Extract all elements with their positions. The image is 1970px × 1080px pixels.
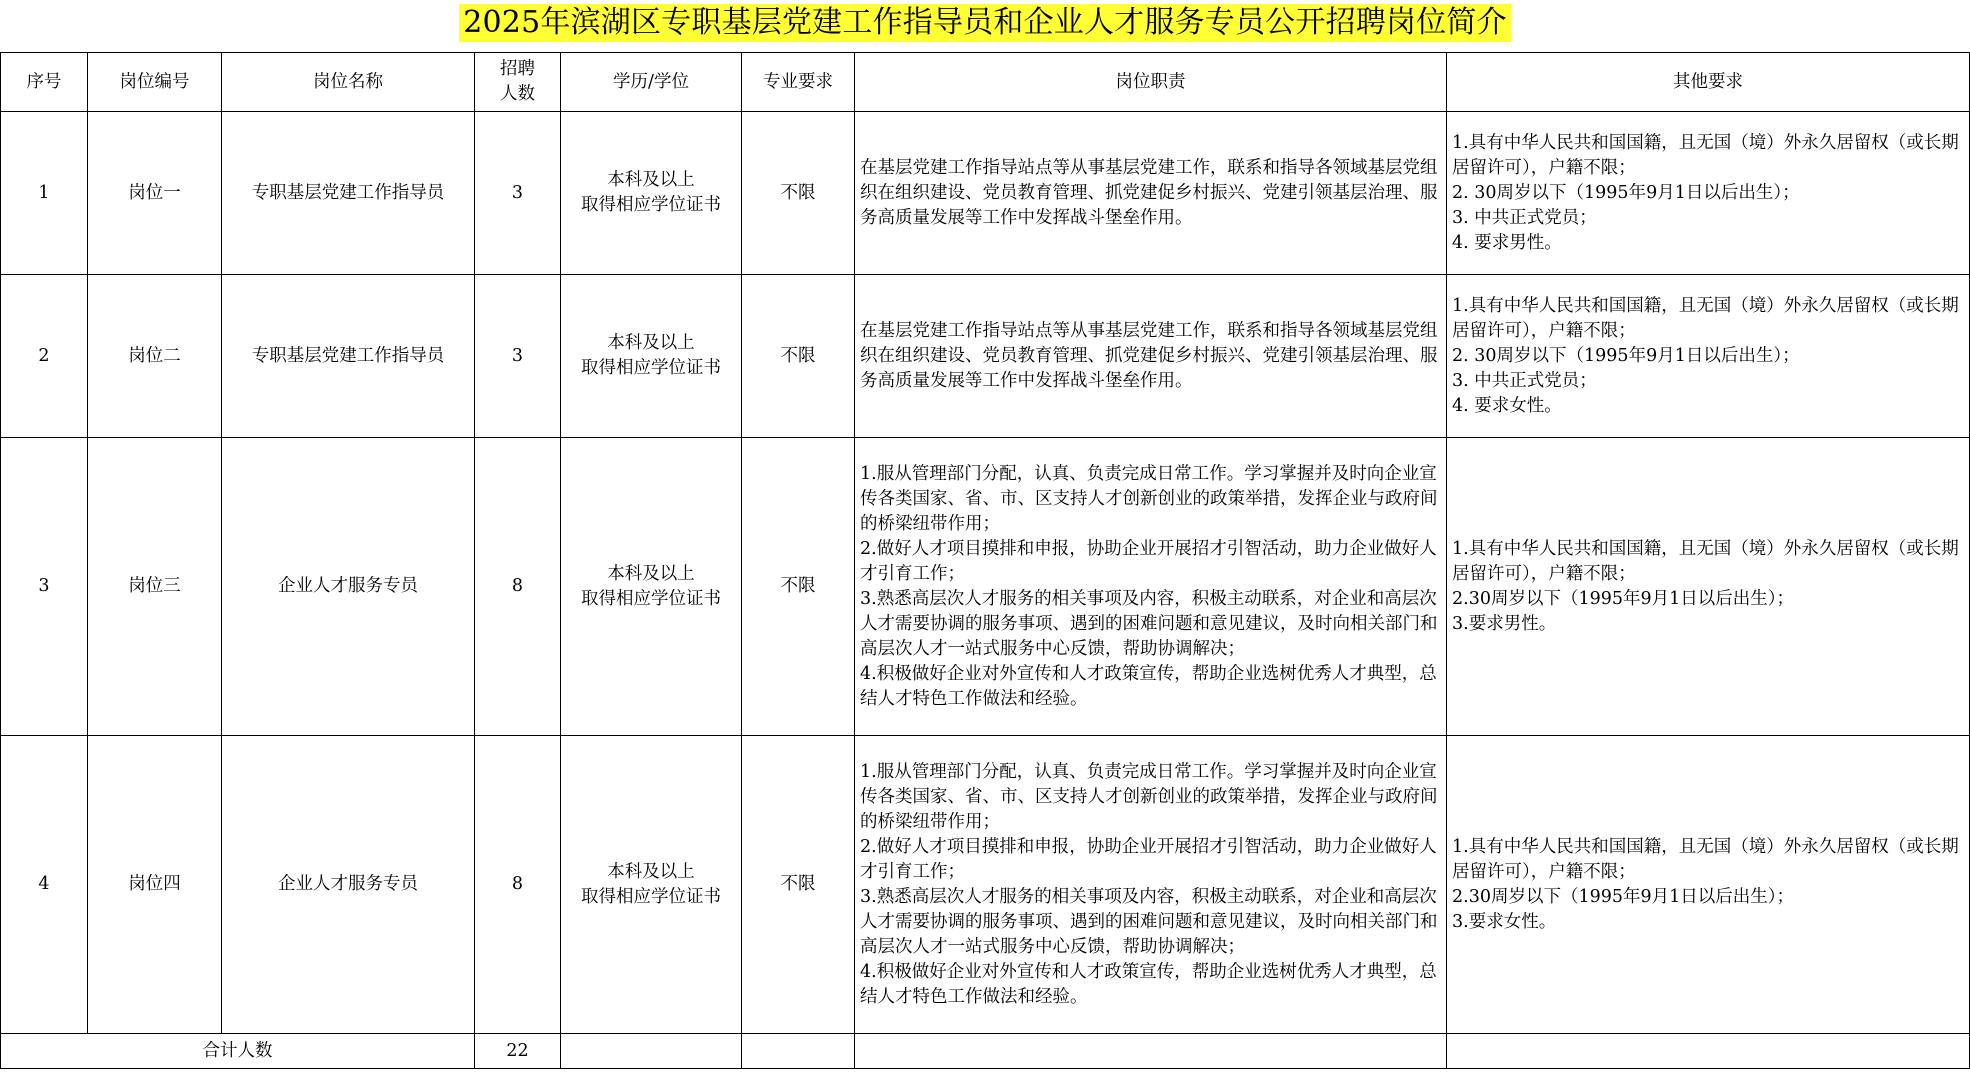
- other-item: 1.具有中华人民共和国国籍，且无国（境）外永久居留权（或长期居留许可），户籍不限；: [1452, 836, 1959, 882]
- header-count-line2: 人数: [500, 84, 535, 104]
- cell-other: [1447, 438, 1970, 736]
- empty-cell: [855, 1034, 1447, 1069]
- header-count-line1: 招聘: [500, 59, 535, 79]
- cell-major: 不限: [742, 736, 855, 1034]
- cell-code: 岗位四: [88, 736, 222, 1034]
- title-bar: [0, 0, 1970, 48]
- other-item: 1.具有中华人民共和国国籍，且无国（境）外永久居留权（或长期居留许可），户籍不限；: [1452, 132, 1959, 178]
- table-row: [1, 438, 1970, 736]
- empty-cell: [1447, 1034, 1970, 1069]
- empty-cell: [561, 1034, 742, 1069]
- cell-duty: [855, 438, 1447, 736]
- other-item: 4. 要求男性。: [1452, 232, 1562, 253]
- duty-item: 3.熟悉高层次人才服务的相关事项及内容，积极主动联系，对企业和高层次人才需要协调的服务事项、遇到的困难问题和意见建议，及时向相关部门和高层次人才一站式服务中心反馈，帮助协调解决；: [860, 588, 1438, 659]
- cell-seq: 3: [1, 438, 88, 736]
- other-item: 4. 要求女性。: [1452, 395, 1562, 416]
- duty-item: 1.服从管理部门分配，认真、负责完成日常工作。学习掌握并及时向企业宣传各类国家、省、市、区支持人才创新创业的政策举措，发挥企业与政府间的桥梁纽带作用；: [860, 463, 1438, 534]
- other-item: 2.30周岁以下（1995年9月1日以后出生）；: [1452, 886, 1795, 907]
- cell-count: 3: [475, 112, 561, 275]
- cell-name: 专职基层党建工作指导员: [222, 112, 475, 275]
- cell-code: 岗位二: [88, 275, 222, 438]
- cell-seq: 2: [1, 275, 88, 438]
- total-label: 合计人数: [1, 1034, 475, 1069]
- cell-name: 企业人才服务专员: [222, 736, 475, 1034]
- cell-name: 专职基层党建工作指导员: [222, 275, 475, 438]
- cell-edu-line2: 取得相应学位证书: [581, 588, 721, 609]
- cell-duty: 在基层党建工作指导站点等从事基层党建工作，联系和指导各领域基层党组织在组织建设、党员教育管理、抓党建促乡村振兴、党建引领基层治理、服务高质量发展等工作中发挥战斗堡垒作用。: [855, 112, 1447, 275]
- cell-duty: 在基层党建工作指导站点等从事基层党建工作，联系和指导各领域基层党组织在组织建设、党员教育管理、抓党建促乡村振兴、党建引领基层治理、服务高质量发展等工作中发挥战斗堡垒作用。: [855, 275, 1447, 438]
- other-item: 2. 30周岁以下（1995年9月1日以后出生）；: [1452, 345, 1800, 366]
- header-major: 专业要求: [742, 53, 855, 112]
- duty-item: 4.积极做好企业对外宣传和人才政策宣传，帮助企业选树优秀人才典型，总结人才特色工作做法和经验。: [860, 961, 1437, 1007]
- total-value: 22: [475, 1034, 561, 1069]
- duty-item: 3.熟悉高层次人才服务的相关事项及内容，积极主动联系，对企业和高层次人才需要协调的服务事项、遇到的困难问题和意见建议，及时向相关部门和高层次人才一站式服务中心反馈，帮助协调解决；: [860, 886, 1438, 957]
- duty-item: 4.积极做好企业对外宣传和人才政策宣传，帮助企业选树优秀人才典型，总结人才特色工作做法和经验。: [860, 663, 1437, 709]
- cell-edu-line1: 本科及以上: [607, 861, 695, 882]
- cell-edu-line2: 取得相应学位证书: [581, 886, 721, 907]
- cell-major: 不限: [742, 275, 855, 438]
- duty-item: 1.服从管理部门分配，认真、负责完成日常工作。学习掌握并及时向企业宣传各类国家、省、市、区支持人才创新创业的政策举措，发挥企业与政府间的桥梁纽带作用；: [860, 761, 1438, 832]
- page-title: 2025年滨湖区专职基层党建工作指导员和企业人才服务专员公开招聘岗位简介: [459, 4, 1511, 42]
- cell-code: 岗位三: [88, 438, 222, 736]
- header-code: 岗位编号: [88, 53, 222, 112]
- cell-seq: 1: [1, 112, 88, 275]
- header-name: 岗位名称: [222, 53, 475, 112]
- empty-cell: [742, 1034, 855, 1069]
- duty-item: 2.做好人才项目摸排和申报，协助企业开展招才引智活动，助力企业做好人才引育工作；: [860, 538, 1437, 584]
- table-row: [1, 112, 1970, 275]
- cell-edu-line2: 取得相应学位证书: [581, 195, 721, 215]
- cell-edu-line1: 本科及以上: [607, 170, 695, 190]
- header-duty: 岗位职责: [855, 53, 1447, 112]
- table-header-row: [1, 53, 1970, 112]
- header-count: [475, 53, 561, 112]
- cell-seq: 4: [1, 736, 88, 1034]
- cell-major: 不限: [742, 112, 855, 275]
- cell-other: [1447, 275, 1970, 438]
- cell-edu-line1: 本科及以上: [607, 563, 695, 584]
- cell-count: 8: [475, 438, 561, 736]
- other-item: 2.30周岁以下（1995年9月1日以后出生）；: [1452, 588, 1795, 609]
- recruitment-table: [0, 52, 1970, 1069]
- other-item: 3.要求女性。: [1452, 911, 1557, 932]
- other-item: 1.具有中华人民共和国国籍，且无国（境）外永久居留权（或长期居留许可），户籍不限；: [1452, 538, 1959, 584]
- cell-edu: [561, 275, 742, 438]
- other-item: 3.要求男性。: [1452, 613, 1557, 634]
- duty-item: 2.做好人才项目摸排和申报，协助企业开展招才引智活动，助力企业做好人才引育工作；: [860, 836, 1437, 882]
- other-item: 1.具有中华人民共和国国籍，且无国（境）外永久居留权（或长期居留许可），户籍不限；: [1452, 295, 1959, 341]
- cell-count: 3: [475, 275, 561, 438]
- cell-name: 企业人才服务专员: [222, 438, 475, 736]
- cell-edu: [561, 112, 742, 275]
- cell-major: 不限: [742, 438, 855, 736]
- header-other: 其他要求: [1447, 53, 1970, 112]
- header-seq: 序号: [1, 53, 88, 112]
- cell-edu-line2: 取得相应学位证书: [581, 358, 721, 378]
- table-row: [1, 275, 1970, 438]
- cell-code: 岗位一: [88, 112, 222, 275]
- cell-duty: [855, 736, 1447, 1034]
- table-row: [1, 736, 1970, 1034]
- other-item: 3. 中共正式党员；: [1452, 370, 1597, 391]
- header-edu: 学历/学位: [561, 53, 742, 112]
- cell-other: [1447, 112, 1970, 275]
- other-item: 2. 30周岁以下（1995年9月1日以后出生）；: [1452, 182, 1800, 203]
- other-item: 3. 中共正式党员；: [1452, 207, 1597, 228]
- cell-edu-line1: 本科及以上: [607, 333, 695, 353]
- cell-other: [1447, 736, 1970, 1034]
- cell-count: 8: [475, 736, 561, 1034]
- table-footer-row: [1, 1034, 1970, 1069]
- cell-edu: [561, 438, 742, 736]
- cell-edu: [561, 736, 742, 1034]
